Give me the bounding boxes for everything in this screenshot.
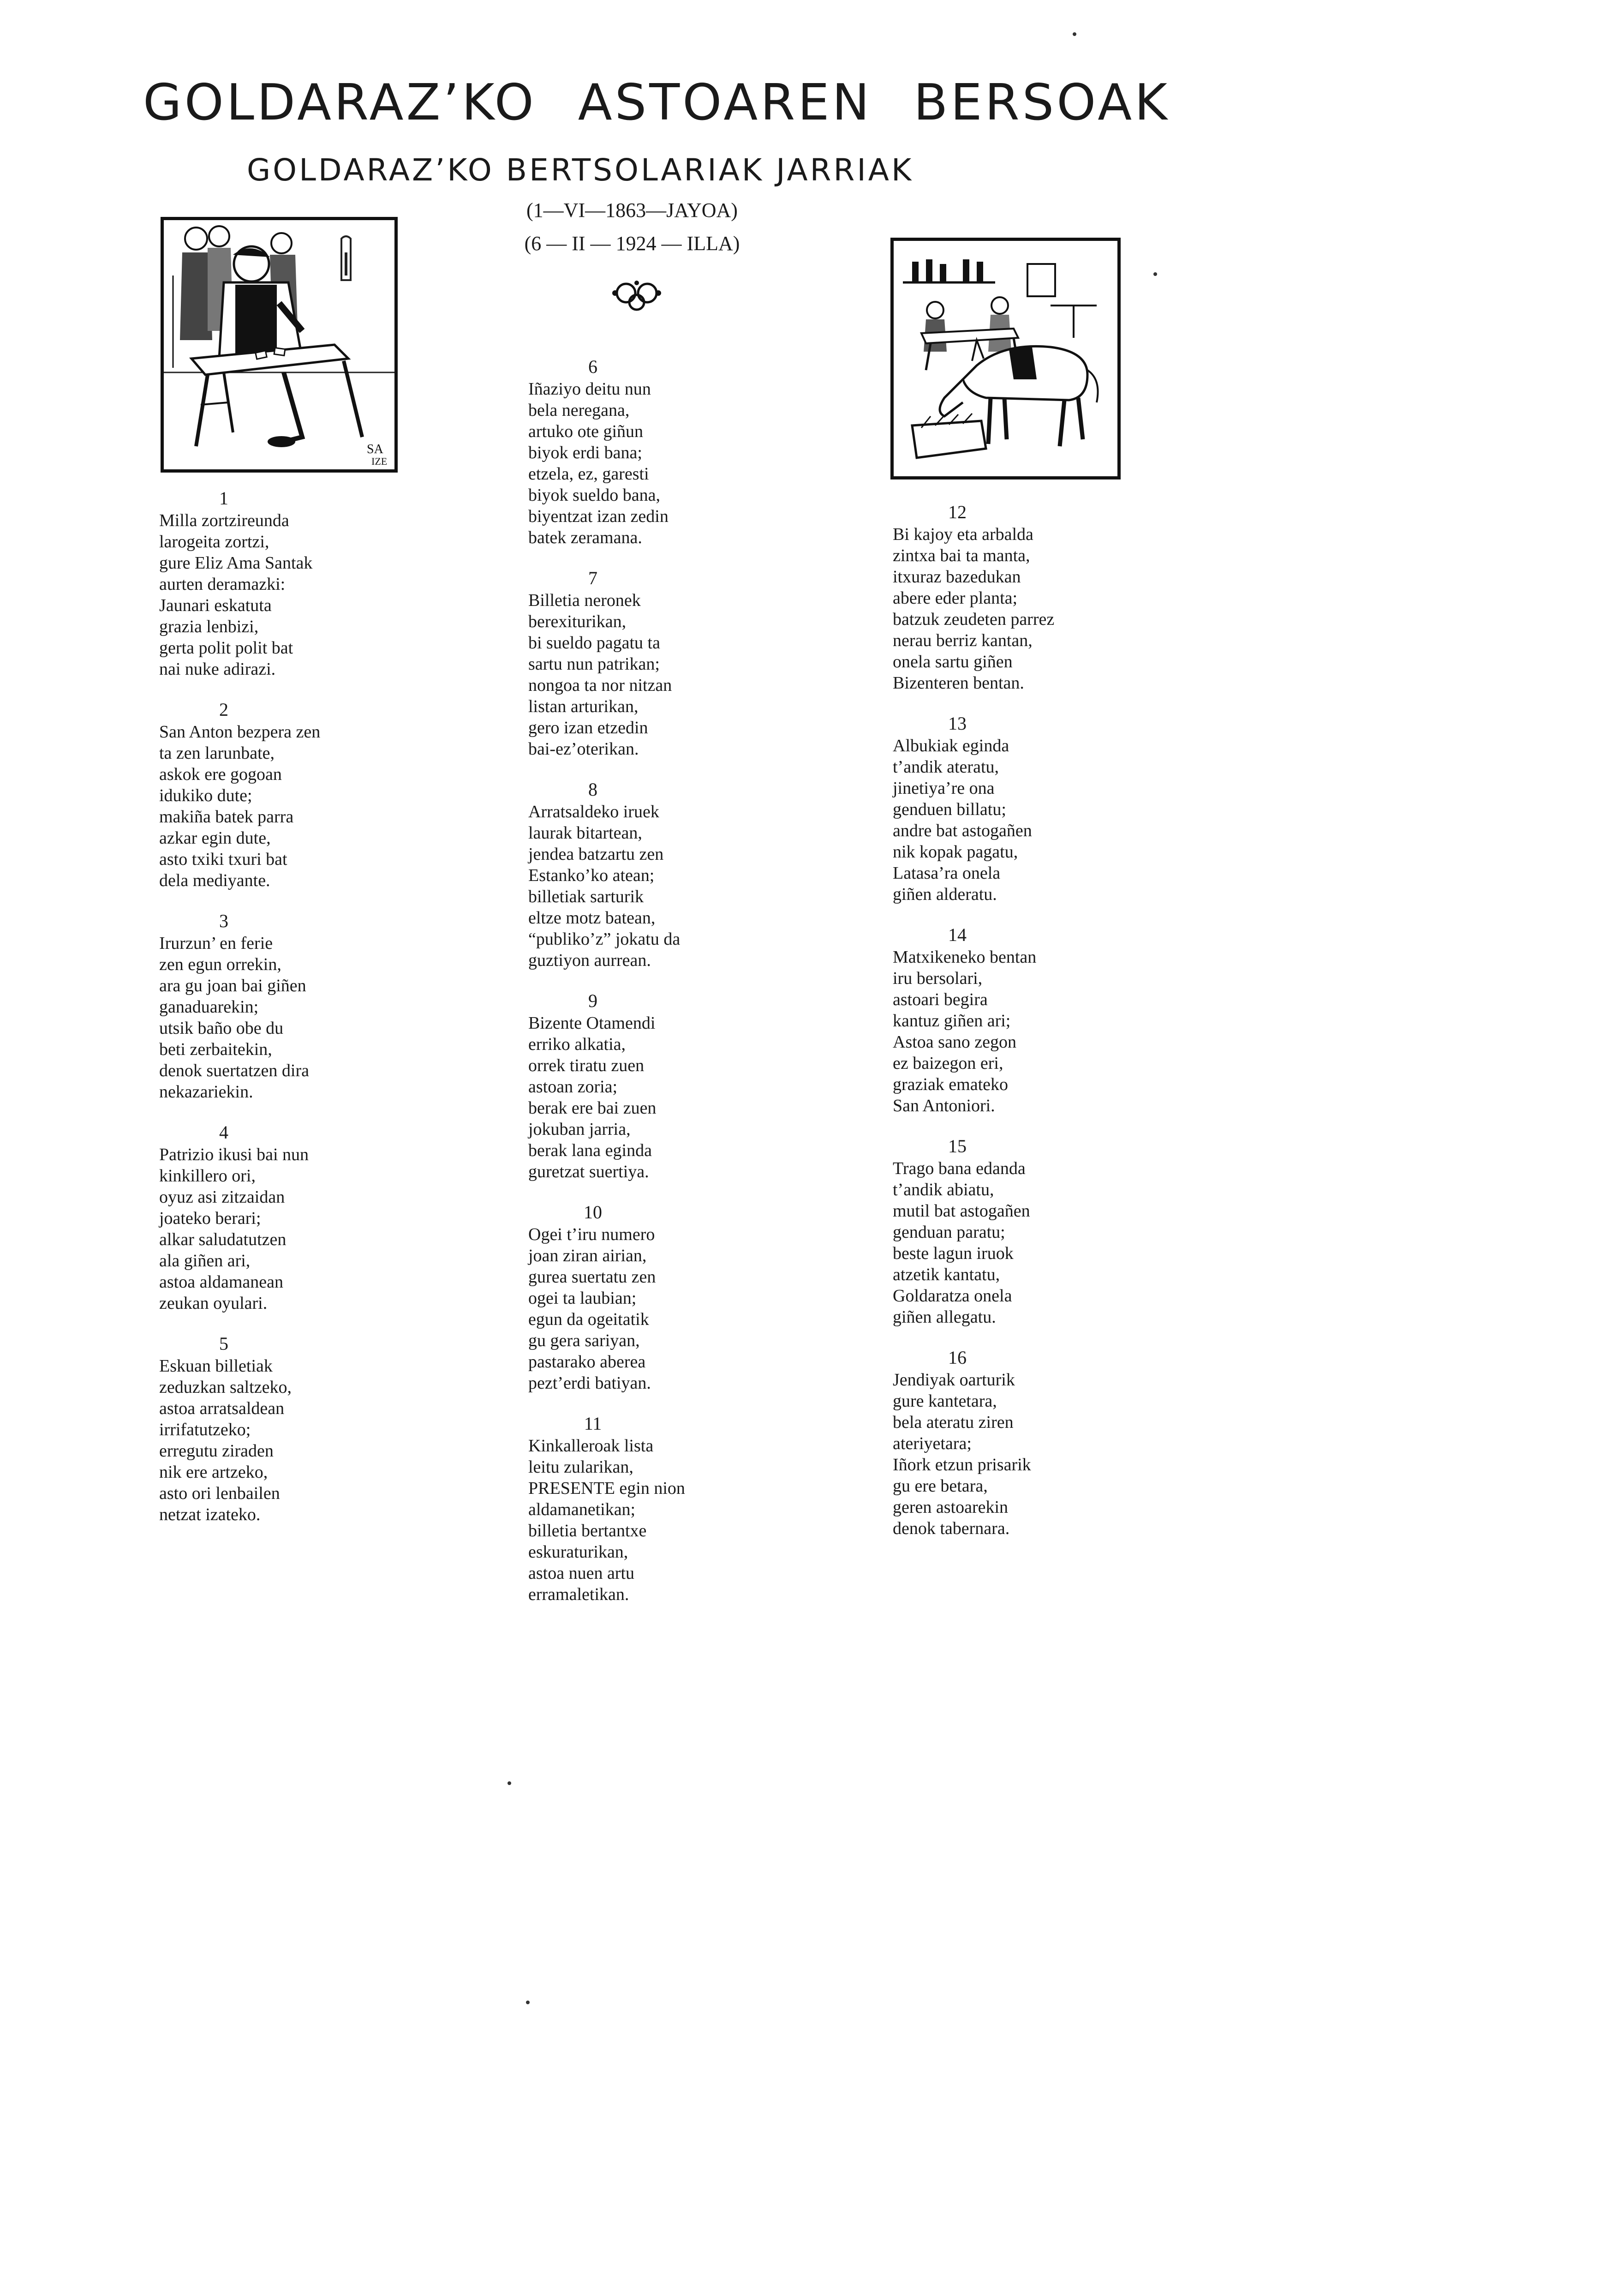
dates-block <box>512 194 752 260</box>
verse-line: abere eder planta; <box>893 588 1018 608</box>
verse-line: nongoa ta nor nitzan <box>528 676 672 695</box>
illustration-card-players <box>161 217 398 473</box>
verse-line: Matxikeneko bentan <box>893 947 1037 967</box>
stanza-number: 13 <box>948 713 967 734</box>
svg-text:IZE: IZE <box>371 455 388 467</box>
verse-line: astoa nuen artu <box>528 1564 635 1583</box>
verse-line: asto ori lenbailen <box>159 1484 280 1503</box>
stanza <box>159 698 399 891</box>
verse-line: iru bersolari, <box>893 969 983 988</box>
verse-line: ala giñen ari, <box>159 1251 251 1270</box>
stanza <box>528 989 768 1182</box>
verse-line: askok ere gogoan <box>159 765 282 784</box>
stanza <box>893 1346 1142 1539</box>
verse-line: biyentzat izan zedin <box>528 507 669 526</box>
illustration-donkey-tavern <box>890 238 1121 479</box>
verse-line: eltze motz batean, <box>528 908 656 928</box>
print-speck <box>1153 272 1157 276</box>
verse-line: nekazariekin. <box>159 1082 253 1102</box>
verse-line: Jendiyak oarturik <box>893 1370 1015 1390</box>
verse-line: laurak bitartean, <box>528 823 642 843</box>
donkey-tavern-drawing <box>894 241 1117 476</box>
verse-line: ogei ta laubian; <box>528 1288 637 1308</box>
stanza-number: 4 <box>219 1122 228 1143</box>
column-2 <box>528 355 768 1605</box>
verse-line: pastarako aberea <box>528 1352 646 1372</box>
stanza-number: 1 <box>219 488 228 509</box>
column-1 <box>159 487 399 1525</box>
verse-line: grazia lenbizi, <box>159 617 259 636</box>
verse-line: mutil bat astogañen <box>893 1201 1030 1221</box>
verse-line: leitu zularikan, <box>528 1457 633 1477</box>
verse-line: egun da ogeitatik <box>528 1310 649 1329</box>
stanza-lines <box>528 378 768 548</box>
stanza-lines <box>159 510 399 680</box>
column-3 <box>893 501 1142 1539</box>
verse-line: t’andik ateratu, <box>893 757 999 777</box>
verse-line: berexiturikan, <box>528 612 627 631</box>
stanza-number: 12 <box>948 502 967 522</box>
verse-line: irrifatutzeko; <box>159 1420 251 1439</box>
verse-line: jokuban jarria, <box>528 1120 631 1139</box>
stanza <box>159 1121 399 1314</box>
stanza <box>893 501 1142 694</box>
verse-line: giñen allegatu. <box>893 1307 996 1327</box>
verse-line: San Antoniori. <box>893 1096 995 1115</box>
verse-line: San Anton bezpera zen <box>159 722 321 742</box>
verse-line: Kinkalleroak lista <box>528 1436 654 1456</box>
verse-line: batek zeramana. <box>528 528 642 547</box>
verse-line: aurten deramazki: <box>159 575 286 594</box>
verse-line: Bizente Otamendi <box>528 1013 656 1033</box>
stanza-number: 11 <box>584 1413 602 1434</box>
verse-line: zeukan oyulari. <box>159 1294 268 1313</box>
verse-line: bela neregana, <box>528 401 630 420</box>
verse-line: guretzat suertiya. <box>528 1162 649 1181</box>
verse-line: genduen billatu; <box>893 800 1006 819</box>
verse-line: “publiko’z” jokatu da <box>528 929 681 949</box>
verse-line: zeduzkan saltzeko, <box>159 1378 292 1397</box>
verse-line: atzetik kantatu, <box>893 1265 1000 1284</box>
verse-line: eskuraturikan, <box>528 1542 628 1562</box>
stanza-lines <box>893 1369 1142 1539</box>
verse-line: aldamanetikan; <box>528 1500 636 1519</box>
verse-line: ara gu joan bai giñen <box>159 976 306 995</box>
verse-line: Iñork etzun prisarik <box>893 1455 1031 1474</box>
verse-line: guztiyon aurrean. <box>528 951 651 970</box>
verse-line: jinetiya’re ona <box>893 779 995 798</box>
verse-line: astoa arratsaldean <box>159 1399 285 1418</box>
verse-line: astoari begira <box>893 990 988 1009</box>
print-speck <box>1073 32 1076 36</box>
verse-line: Irurzun’ en ferie <box>159 934 273 953</box>
verse-line: Iñaziyo deitu nun <box>528 379 651 399</box>
stanza-lines <box>893 524 1142 694</box>
verse-line: biyok sueldo bana, <box>528 485 661 505</box>
verse-line: jendea batzartu zen <box>528 845 664 864</box>
title-word: GOLDARAZ’KO <box>143 74 537 132</box>
verse-line: nik ere artzeko, <box>159 1462 268 1482</box>
verse-line: ateriyetara; <box>893 1434 972 1453</box>
verse-line: Bizenteren bentan. <box>893 673 1024 693</box>
verse-line: Albukiak eginda <box>893 736 1009 755</box>
verse-line: dela mediyante. <box>159 871 270 890</box>
stanza-number: 7 <box>588 568 597 588</box>
stanza-number: 15 <box>948 1136 967 1156</box>
verse-line: graziak emateko <box>893 1075 1009 1094</box>
stanza <box>528 1201 768 1394</box>
verse-line: t’andik abiatu, <box>893 1180 994 1199</box>
verse-line: ganaduarekin; <box>159 997 259 1017</box>
verse-line: pezt’erdi batiyan. <box>528 1373 651 1393</box>
stanza <box>159 910 399 1103</box>
verse-line: Goldaratza onela <box>893 1286 1012 1306</box>
verse-line: listan arturikan, <box>528 697 639 716</box>
verse-line: billetiak sarturik <box>528 887 644 906</box>
stanza-lines <box>528 1013 768 1182</box>
stanza-number: 10 <box>584 1202 602 1222</box>
stanza-number: 16 <box>948 1347 967 1368</box>
death-date: (6 — II — 1924 — ILLA) <box>524 232 740 255</box>
verse-line: asto txiki txuri bat <box>159 850 287 869</box>
stanza-lines <box>893 1158 1142 1328</box>
stanza <box>893 712 1142 905</box>
verse-line: bela ateratu ziren <box>893 1413 1014 1432</box>
stanza <box>159 487 399 680</box>
verse-line: gure kantetara, <box>893 1391 997 1411</box>
verse-line: Arratsaldeko iruek <box>528 802 659 821</box>
verse-line: orrek tiratu zuen <box>528 1056 645 1075</box>
verse-line: billetia bertantxe <box>528 1521 647 1540</box>
stanza-lines <box>159 933 399 1103</box>
verse-line: erregutu ziraden <box>159 1441 274 1461</box>
verse-line: Estanko’ko atean; <box>528 866 655 885</box>
illustration-signature: SA <box>367 442 383 456</box>
verse-line: Billetia neronek <box>528 591 641 610</box>
verse-line: denok tabernara. <box>893 1519 1010 1538</box>
stanza-lines <box>528 1435 768 1605</box>
stanza-lines <box>159 1144 399 1314</box>
card-players-drawing <box>164 220 394 469</box>
print-speck <box>508 1781 511 1785</box>
stanza-number: 9 <box>588 990 597 1011</box>
verse-line: kinkillero ori, <box>159 1166 256 1186</box>
verse-line: makiña batek parra <box>159 807 294 827</box>
verse-line: oyuz asi zitzaidan <box>159 1187 285 1207</box>
verse-line: Milla zortzireunda <box>159 511 289 530</box>
verse-line: gu gera sariyan, <box>528 1331 640 1350</box>
verse-line: geren astoarekin <box>893 1498 1009 1517</box>
verse-line: bi sueldo pagatu ta <box>528 633 660 653</box>
verse-line: onela sartu giñen <box>893 652 1013 671</box>
verse-line: gurea suertatu zen <box>528 1267 656 1287</box>
verse-line: Patrizio ikusi bai nun <box>159 1145 309 1164</box>
verse-line: berak lana eginda <box>528 1141 652 1160</box>
stanza-number: 8 <box>588 779 597 800</box>
verse-line: sartu nun patrikan; <box>528 654 660 674</box>
stanza-number: 6 <box>588 356 597 377</box>
verse-line: denok suertatzen dira <box>159 1061 309 1080</box>
verse-line: Jaunari eskatuta <box>159 596 272 615</box>
verse-line: alkar saludatutzen <box>159 1230 287 1249</box>
verse-line: larogeita zortzi, <box>159 532 269 551</box>
verse-line: zintxa bai ta manta, <box>893 546 1030 565</box>
stanza <box>528 355 768 548</box>
verse-line: kantuz giñen ari; <box>893 1011 1011 1031</box>
verse-line: biyok erdi bana; <box>528 443 642 462</box>
verse-line: gerta polit polit bat <box>159 638 293 658</box>
verse-line: azkar egin dute, <box>159 828 271 848</box>
stanza-number: 5 <box>219 1333 228 1354</box>
verse-line: ta zen larunbate, <box>159 743 275 763</box>
verse-line: joateko berari; <box>159 1209 261 1228</box>
verse-line: erramaletikan. <box>528 1585 629 1604</box>
verse-line: gero izan etzedin <box>528 718 648 737</box>
stanza <box>893 1135 1142 1328</box>
stanza <box>528 567 768 760</box>
verse-line: nai nuke adirazi. <box>159 659 276 679</box>
birth-date: (1—VI—1863—JAYOA) <box>526 199 738 222</box>
print-speck <box>526 2001 530 2004</box>
title-word: ASTOAREN <box>578 74 872 132</box>
verse-line: beti zerbaitekin, <box>159 1040 272 1059</box>
stanza <box>528 1412 768 1605</box>
stanza-lines <box>528 1224 768 1394</box>
verse-line: etzela, ez, garesti <box>528 464 649 484</box>
verse-line: Latasa’ra onela <box>893 863 1001 883</box>
verse-line: Ogei t’iru numero <box>528 1225 655 1244</box>
stanza-lines <box>893 947 1142 1116</box>
verse-line: PRESENTE egin nion <box>528 1479 685 1498</box>
verse-line: andre bat astogañen <box>893 821 1032 840</box>
page-subtitle: GOLDARAZ’KO BERTSOLARIAK JARRIAK <box>247 152 914 188</box>
stanza-lines <box>893 735 1142 905</box>
verse-line: artuko ote giñun <box>528 422 644 441</box>
verse-line: gure Eliz Ama Santak <box>159 553 313 573</box>
verse-line: netzat izateko. <box>159 1505 261 1524</box>
verse-line: Trago bana edanda <box>893 1159 1026 1178</box>
page-title <box>143 74 1170 132</box>
verse-line: astoa aldamanean <box>159 1272 284 1292</box>
stanza <box>893 923 1142 1116</box>
verse-line: Eskuan billetiak <box>159 1356 273 1376</box>
stanza-number: 2 <box>219 699 228 720</box>
verse-line: berak ere bai zuen <box>528 1098 657 1118</box>
verse-line: ez baizegon eri, <box>893 1054 1003 1073</box>
verse-line: zen egun orrekin, <box>159 955 281 974</box>
stanza-lines <box>528 590 768 760</box>
verse-line: nerau berriz kantan, <box>893 631 1033 650</box>
stanza-lines <box>159 1355 399 1525</box>
verse-line: utsik baño obe du <box>159 1019 284 1038</box>
stanza <box>159 1332 399 1525</box>
verse-line: gu ere betara, <box>893 1476 988 1496</box>
verse-line: giñen alderatu. <box>893 885 997 904</box>
verse-line: Astoa sano zegon <box>893 1032 1017 1052</box>
verse-line: bai-ez’oterikan. <box>528 739 639 759</box>
verse-line: joan ziran airian, <box>528 1246 647 1265</box>
verse-line: erriko alkatia, <box>528 1035 626 1054</box>
verse-line: batzuk zeudeten parrez <box>893 610 1055 629</box>
verse-line: beste lagun iruok <box>893 1244 1014 1263</box>
stanza-lines <box>528 801 768 971</box>
verse-line: nik kopak pagatu, <box>893 842 1018 862</box>
title-word: BERSOAK <box>914 74 1170 132</box>
verse-line: itxuraz bazedukan <box>893 567 1021 587</box>
stanza-number: 14 <box>948 924 967 945</box>
verse-line: genduan paratu; <box>893 1222 1005 1242</box>
stanza <box>528 778 768 971</box>
verse-line: astoan zoria; <box>528 1077 618 1097</box>
verse-line: Bi kajoy eta arbalda <box>893 525 1033 544</box>
ornament-icon <box>611 279 662 312</box>
verse-line: idukiko dute; <box>159 786 252 805</box>
stanza-lines <box>159 721 399 891</box>
stanza-number: 3 <box>219 911 228 931</box>
